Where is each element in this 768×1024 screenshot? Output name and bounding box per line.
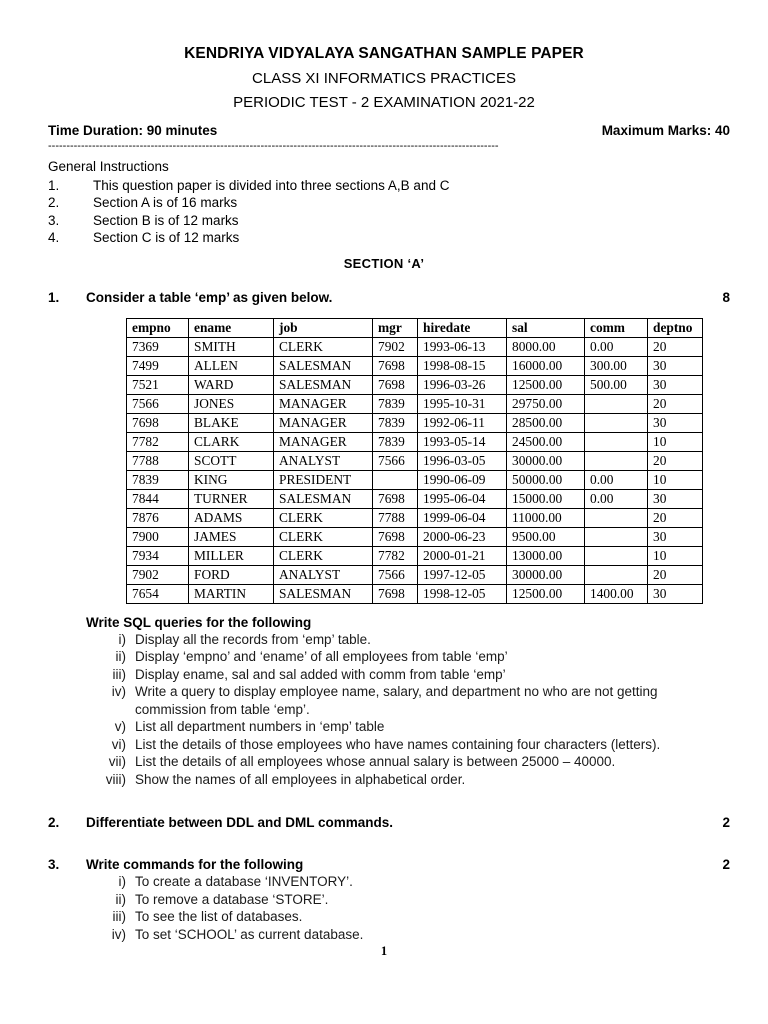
horizontal-divider: --------------------------------------------------------------------------------------------------------------------------- (48, 141, 499, 152)
table-cell-job: MANAGER (274, 394, 373, 413)
list-item (48, 177, 768, 195)
table-cell-hiredate: 2000-01-21 (418, 546, 507, 565)
list-item-number: i) (118, 874, 126, 889)
table-cell-comm (585, 413, 648, 432)
table-row (127, 432, 703, 451)
table-cell-comm: 300.00 (585, 356, 648, 375)
question-3 (48, 857, 730, 872)
table-row (127, 470, 703, 489)
table-cell-hiredate: 1995-06-04 (418, 489, 507, 508)
list-item-label: Section A is of 16 marks (93, 195, 238, 210)
list-item-label: List all department numbers in ‘emp’ table (135, 719, 385, 734)
table-cell-hiredate: 1999-06-04 (418, 508, 507, 527)
table-cell-empno: 7654 (127, 584, 189, 603)
table-cell-sal: 11000.00 (507, 508, 585, 527)
table-cell-job: CLERK (274, 546, 373, 565)
table-cell-hiredate: 1992-06-11 (418, 413, 507, 432)
table-cell-comm (585, 546, 648, 565)
table-cell-ename: ADAMS (189, 508, 274, 527)
table-cell-ename: MARTIN (189, 584, 274, 603)
table-cell-hiredate: 1998-12-05 (418, 584, 507, 603)
list-item (86, 718, 728, 736)
question-marks: 8 (722, 289, 730, 305)
list-item-label: To create a database ‘INVENTORY’. (135, 874, 353, 889)
table-cell-job: CLERK (274, 508, 373, 527)
list-item (86, 666, 728, 684)
list-item-number: iii) (112, 909, 126, 924)
list-item-number: 3. (48, 212, 60, 228)
table-cell-sal: 13000.00 (507, 546, 585, 565)
table-cell-hiredate: 1996-03-26 (418, 375, 507, 394)
emp-table-container (126, 318, 768, 604)
list-item (86, 631, 728, 649)
table-cell-job: CLERK (274, 337, 373, 356)
column-header-sal: sal (507, 318, 585, 337)
table-cell-empno: 7876 (127, 508, 189, 527)
table-cell-hiredate: 2000-06-23 (418, 527, 507, 546)
list-item (86, 926, 728, 944)
table-cell-empno: 7521 (127, 375, 189, 394)
table-cell-empno: 7782 (127, 432, 189, 451)
table-row (127, 451, 703, 470)
column-header-job: job (274, 318, 373, 337)
table-row (127, 584, 703, 603)
question-marks: 2 (722, 815, 730, 830)
table-row (127, 489, 703, 508)
table-cell-deptno: 20 (648, 337, 703, 356)
table-cell-ename: JONES (189, 394, 274, 413)
table-cell-mgr: 7839 (373, 413, 418, 432)
table-cell-job: SALESMAN (274, 489, 373, 508)
general-instructions (48, 158, 768, 247)
table-cell-ename: WARD (189, 375, 274, 394)
table-cell-hiredate: 1998-08-15 (418, 356, 507, 375)
table-cell-job: ANALYST (274, 451, 373, 470)
question-text: Consider a table ‘emp’ as given below. (86, 289, 333, 305)
table-cell-deptno: 20 (648, 565, 703, 584)
list-item-number: iv) (111, 684, 126, 699)
list-item-label: Show the names of all employees in alphabetical order. (135, 771, 466, 787)
table-cell-deptno: 30 (648, 413, 703, 432)
header-title-line1: KENDRIYA VIDYALAYA SANGATHAN SAMPLE PAPER (184, 45, 584, 62)
column-header-hiredate: hiredate (418, 318, 507, 337)
table-cell-comm: 0.00 (585, 489, 648, 508)
table-cell-deptno: 10 (648, 470, 703, 489)
list-item-label: List the details of those employees who have names containing four characters (letters). (135, 736, 661, 752)
exam-meta-row (48, 123, 730, 138)
table-cell-empno: 7369 (127, 337, 189, 356)
emp-table (126, 318, 703, 604)
table-cell-empno: 7902 (127, 565, 189, 584)
page-number: 1 (380, 944, 388, 958)
question-number: 2. (48, 815, 60, 830)
table-cell-deptno: 30 (648, 489, 703, 508)
table-cell-hiredate: 1993-05-14 (418, 432, 507, 451)
table-cell-ename: JAMES (189, 527, 274, 546)
table-cell-ename: FORD (189, 565, 274, 584)
commands-list (86, 873, 728, 943)
sql-queries-list (86, 631, 728, 789)
table-cell-ename: SMITH (189, 337, 274, 356)
table-cell-empno: 7839 (127, 470, 189, 489)
question-1 (48, 290, 730, 305)
table-cell-deptno: 30 (648, 584, 703, 603)
table-cell-deptno: 30 (648, 375, 703, 394)
list-item-number: v) (114, 719, 126, 734)
table-cell-job: SALESMAN (274, 375, 373, 394)
column-header-mgr: mgr (373, 318, 418, 337)
table-row (127, 565, 703, 584)
table-cell-mgr: 7698 (373, 375, 418, 394)
table-cell-empno: 7844 (127, 489, 189, 508)
list-item (86, 648, 728, 666)
table-cell-sal: 8000.00 (507, 337, 585, 356)
list-item-label: Display ename, sal and sal added with comm from table ‘emp’ (135, 666, 506, 682)
list-item-number: iii) (112, 666, 126, 682)
table-cell-sal: 24500.00 (507, 432, 585, 451)
list-item-label: Section B is of 12 marks (93, 212, 239, 228)
table-cell-comm: 500.00 (585, 375, 648, 394)
table-cell-mgr: 7788 (373, 508, 418, 527)
table-cell-empno: 7566 (127, 394, 189, 413)
question-text: Differentiate between DDL and DML commands. (86, 815, 394, 830)
table-cell-mgr: 7698 (373, 584, 418, 603)
list-item-number: ii) (115, 649, 126, 664)
table-cell-hiredate: 1996-03-05 (418, 451, 507, 470)
table-row (127, 375, 703, 394)
table-cell-sal: 28500.00 (507, 413, 585, 432)
table-cell-job: CLERK (274, 527, 373, 546)
table-cell-sal: 29750.00 (507, 394, 585, 413)
table-cell-deptno: 20 (648, 394, 703, 413)
list-item-label: Display all the records from ‘emp’ table. (135, 631, 371, 647)
table-cell-empno: 7499 (127, 356, 189, 375)
list-item-label: List the details of all employees whose annual salary is between 25000 – 40000. (135, 754, 616, 769)
table-cell-comm (585, 508, 648, 527)
table-row (127, 337, 703, 356)
table-row (127, 508, 703, 527)
list-item (86, 891, 728, 909)
list-item-label: To remove a database ‘STORE’. (135, 891, 329, 907)
table-cell-mgr: 7782 (373, 546, 418, 565)
table-cell-mgr: 7839 (373, 394, 418, 413)
table-cell-comm (585, 451, 648, 470)
table-cell-hiredate: 1995-10-31 (418, 394, 507, 413)
list-item-label: To see the list of databases. (135, 909, 303, 924)
table-cell-hiredate: 1997-12-05 (418, 565, 507, 584)
list-item-number: viii) (105, 771, 126, 787)
question-number: 3. (48, 857, 60, 872)
table-cell-sal: 16000.00 (507, 356, 585, 375)
table-header-row (127, 318, 703, 337)
table-cell-mgr (373, 470, 418, 489)
list-item (48, 194, 768, 212)
list-item (86, 908, 728, 926)
column-header-empno: empno (127, 318, 189, 337)
table-cell-job: PRESIDENT (274, 470, 373, 489)
header-title-line3: PERIODIC TEST - 2 EXAMINATION 2021-22 (233, 94, 535, 111)
table-cell-job: SALESMAN (274, 356, 373, 375)
list-item-number: 1. (48, 177, 60, 193)
column-header-deptno: deptno (648, 318, 703, 337)
table-cell-ename: ALLEN (189, 356, 274, 375)
sql-queries-heading: Write SQL queries for the following (86, 614, 312, 630)
table-row (127, 527, 703, 546)
table-row (127, 546, 703, 565)
list-item (48, 212, 768, 230)
table-cell-comm (585, 432, 648, 451)
table-cell-empno: 7934 (127, 546, 189, 565)
table-cell-mgr: 7698 (373, 356, 418, 375)
general-instructions-title: General Instructions (48, 159, 169, 174)
table-cell-deptno: 20 (648, 508, 703, 527)
list-item-number: vi) (111, 736, 126, 752)
table-cell-deptno: 30 (648, 356, 703, 375)
question-number: 1. (48, 289, 60, 305)
section-a-heading: SECTION ‘A’ (343, 255, 425, 271)
list-item-number: i) (118, 631, 126, 647)
list-item-label: This question paper is divided into three sections A,B and C (93, 177, 450, 193)
table-cell-job: ANALYST (274, 565, 373, 584)
list-item-number: ii) (115, 891, 126, 907)
table-cell-job: SALESMAN (274, 584, 373, 603)
column-header-comm: comm (585, 318, 648, 337)
header-title-line2: CLASS XI INFORMATICS PRACTICES (252, 70, 516, 87)
table-cell-comm (585, 565, 648, 584)
table-cell-sal: 12500.00 (507, 584, 585, 603)
table-cell-comm (585, 527, 648, 546)
list-item-number: iv) (111, 926, 126, 942)
list-item (86, 683, 728, 718)
table-cell-mgr: 7566 (373, 451, 418, 470)
table-cell-mgr: 7698 (373, 489, 418, 508)
table-cell-ename: BLAKE (189, 413, 274, 432)
table-cell-comm: 1400.00 (585, 584, 648, 603)
table-cell-sal: 12500.00 (507, 375, 585, 394)
list-item-number: vii) (108, 754, 126, 769)
table-cell-sal: 9500.00 (507, 527, 585, 546)
table-cell-empno: 7698 (127, 413, 189, 432)
table-row (127, 356, 703, 375)
table-row (127, 394, 703, 413)
table-cell-ename: CLARK (189, 432, 274, 451)
list-item (86, 753, 728, 771)
table-cell-comm: 0.00 (585, 470, 648, 489)
table-cell-comm (585, 394, 648, 413)
list-item-label: Section C is of 12 marks (93, 230, 240, 245)
table-cell-mgr: 7902 (373, 337, 418, 356)
list-item-label: Write a query to display employee name, salary, and department no who are not getting commission from table ‘emp’. (135, 684, 658, 717)
table-cell-sal: 50000.00 (507, 470, 585, 489)
list-item (86, 771, 728, 789)
list-item-number: 4. (48, 230, 60, 245)
table-cell-sal: 30000.00 (507, 451, 585, 470)
question-marks: 2 (722, 857, 730, 872)
table-row (127, 413, 703, 432)
table-cell-sal: 30000.00 (507, 565, 585, 584)
question-2 (48, 815, 730, 830)
table-cell-deptno: 10 (648, 432, 703, 451)
table-cell-deptno: 10 (648, 546, 703, 565)
list-item (86, 736, 728, 754)
table-cell-comm: 0.00 (585, 337, 648, 356)
list-item-label: Display ‘empno’ and ‘ename’ of all employees from table ‘emp’ (135, 649, 508, 664)
table-cell-hiredate: 1993-06-13 (418, 337, 507, 356)
table-cell-mgr: 7839 (373, 432, 418, 451)
table-cell-ename: MILLER (189, 546, 274, 565)
maximum-marks-label: Maximum Marks: 40 (601, 123, 730, 138)
list-item (86, 873, 728, 891)
table-cell-deptno: 30 (648, 527, 703, 546)
column-header-ename: ename (189, 318, 274, 337)
table-cell-hiredate: 1990-06-09 (418, 470, 507, 489)
question-text: Write commands for the following (86, 857, 304, 872)
list-item-label: To set ‘SCHOOL’ as current database. (135, 926, 364, 942)
table-cell-sal: 15000.00 (507, 489, 585, 508)
table-cell-empno: 7788 (127, 451, 189, 470)
table-cell-ename: TURNER (189, 489, 274, 508)
table-cell-deptno: 20 (648, 451, 703, 470)
table-cell-ename: SCOTT (189, 451, 274, 470)
table-cell-ename: KING (189, 470, 274, 489)
list-item-number: 2. (48, 195, 60, 210)
table-cell-job: MANAGER (274, 413, 373, 432)
table-cell-mgr: 7566 (373, 565, 418, 584)
table-cell-job: MANAGER (274, 432, 373, 451)
list-item (48, 229, 768, 247)
table-cell-empno: 7900 (127, 527, 189, 546)
table-cell-mgr: 7698 (373, 527, 418, 546)
document-header (0, 44, 768, 114)
time-duration-label: Time Duration: 90 minutes (48, 123, 218, 138)
